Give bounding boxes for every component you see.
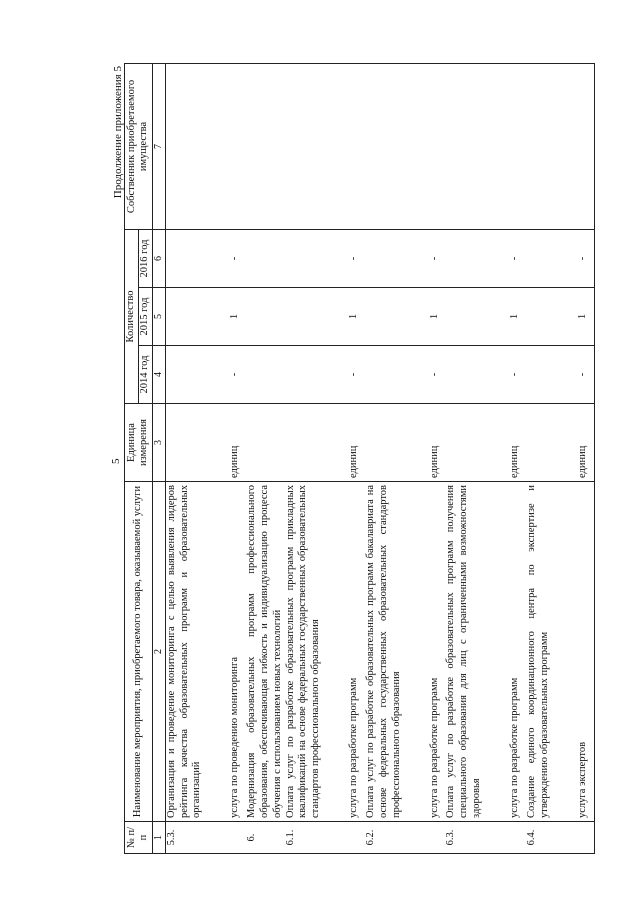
table-row [403, 63, 445, 853]
row-name: услуга по проведению мониторинга [204, 482, 246, 822]
col-number: 4 [152, 346, 165, 404]
row-qty-2015: 1 [204, 288, 246, 346]
row-number [204, 822, 246, 854]
header-num: № п/п [125, 822, 153, 854]
row-name: Создание единого координационного центра по экспертизе и утверждению образовательных программ [526, 482, 552, 822]
row-qty-2016 [165, 229, 204, 287]
row-number: 6.1. [285, 822, 323, 854]
row-number: 6. [246, 822, 284, 854]
row-name: услуга по разработке программ [403, 482, 445, 822]
header-quantity: Количество [125, 229, 139, 403]
header-owner: Собственник приобретаемого имущества [125, 63, 153, 229]
row-unit: единиц [552, 404, 595, 482]
table-row [246, 63, 284, 853]
header-2014: 2014 год [138, 346, 152, 404]
row-qty-2015: 1 [552, 288, 595, 346]
row-unit: единиц [204, 404, 246, 482]
procurement-table [124, 63, 595, 854]
row-name: услуга экспертов [552, 482, 595, 822]
row-name: Оплата услуг по разработке образовательных программ получения специального образования для лиц с ограниченными возможностями здоровья [445, 482, 483, 822]
row-name: Модернизация образовательных программ профессионального образования, обеспечивающая гибкость и индивидуализацию процесса обучения с использованием новых технологий [246, 482, 284, 822]
row-number [403, 822, 445, 854]
row-qty-2014: - [403, 346, 445, 404]
row-qty-2016: - [484, 229, 526, 287]
row-qty-2015: 1 [484, 288, 526, 346]
row-qty-2015 [246, 288, 284, 346]
row-name: Организация и проведение мониторинга с целью выявления лидеров рейтинга качества образовательных программ и образовательных организаций [165, 482, 204, 822]
col-number: 2 [152, 482, 165, 822]
table-row [526, 63, 552, 853]
row-unit [246, 404, 284, 482]
col-number: 3 [152, 404, 165, 482]
row-unit: единиц [484, 404, 526, 482]
row-qty-2016 [285, 229, 323, 287]
row-unit [365, 404, 403, 482]
table-row [552, 63, 595, 853]
row-unit [526, 404, 552, 482]
row-owner [323, 63, 365, 229]
row-qty-2015 [365, 288, 403, 346]
row-number [484, 822, 526, 854]
row-qty-2015: 1 [323, 288, 365, 346]
row-owner [403, 63, 445, 229]
col-number: 5 [152, 288, 165, 346]
table-row [323, 63, 365, 853]
header-2016: 2016 год [138, 229, 152, 287]
table-row [484, 63, 526, 853]
col-number: 6 [152, 229, 165, 287]
row-name: услуга по разработке программ [323, 482, 365, 822]
row-name: Оплата услуг по разработке образовательных программ бакалавриата на основе федеральных государственных образовательных стандартов профессионального образования [365, 482, 403, 822]
row-unit [285, 404, 323, 482]
row-qty-2014 [365, 346, 403, 404]
row-qty-2014 [445, 346, 483, 404]
row-number [552, 822, 595, 854]
row-qty-2016: - [204, 229, 246, 287]
row-qty-2015 [445, 288, 483, 346]
row-qty-2015 [285, 288, 323, 346]
table-row [365, 63, 403, 853]
row-owner [445, 63, 483, 229]
row-number: 6.3. [445, 822, 483, 854]
table-row [445, 63, 483, 853]
row-name: Оплата услуг по разработке образовательных программ прикладных квалификаций на основе федеральных государственных образовательных стандартов профессионального образования [285, 482, 323, 822]
row-number: 6.4. [526, 822, 552, 854]
rotated-table-page [110, 64, 630, 854]
row-qty-2016 [526, 229, 552, 287]
row-unit [165, 404, 204, 482]
row-qty-2015 [526, 288, 552, 346]
page-number: 5 [110, 458, 122, 464]
row-owner [165, 63, 204, 229]
row-qty-2014 [165, 346, 204, 404]
table-row [285, 63, 323, 853]
row-qty-2015: 1 [403, 288, 445, 346]
col-number: 1 [152, 822, 165, 854]
row-owner [552, 63, 595, 229]
row-owner [484, 63, 526, 229]
row-unit: единиц [403, 404, 445, 482]
row-owner [526, 63, 552, 229]
row-unit [445, 404, 483, 482]
col-number: 7 [152, 63, 165, 229]
row-owner [246, 63, 284, 229]
table-row [165, 63, 204, 853]
row-unit: единиц [323, 404, 365, 482]
row-qty-2014: - [484, 346, 526, 404]
row-qty-2016: - [323, 229, 365, 287]
row-number [323, 822, 365, 854]
row-qty-2014 [246, 346, 284, 404]
column-numbers-row [152, 63, 165, 853]
row-qty-2016 [445, 229, 483, 287]
row-qty-2014: - [323, 346, 365, 404]
row-qty-2016: - [403, 229, 445, 287]
row-qty-2016: - [552, 229, 595, 287]
row-qty-2014 [285, 346, 323, 404]
row-name: услуга по разработке программ [484, 482, 526, 822]
row-qty-2014: - [552, 346, 595, 404]
row-qty-2014 [526, 346, 552, 404]
row-qty-2016 [246, 229, 284, 287]
row-owner [285, 63, 323, 229]
row-qty-2014: - [204, 346, 246, 404]
row-qty-2015 [165, 288, 204, 346]
row-qty-2016 [365, 229, 403, 287]
header-name: Наименование мероприятия, приобретаемого товара, оказываемой услуги [125, 482, 153, 822]
row-owner [204, 63, 246, 229]
table-row [204, 63, 246, 853]
header-unit: Единица измерения [125, 404, 153, 482]
header-2015: 2015 год [138, 288, 152, 346]
row-number: 5.3. [165, 822, 204, 854]
row-number: 6.2. [365, 822, 403, 854]
row-owner [365, 63, 403, 229]
continuation-note: Продолжение приложения 5 [112, 66, 124, 199]
